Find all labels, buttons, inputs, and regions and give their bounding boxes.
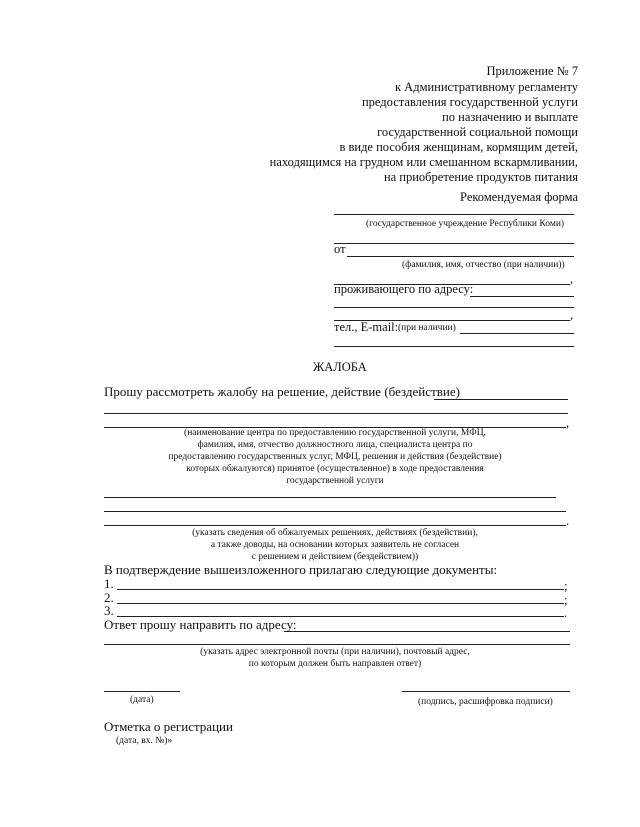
answer-line-1 xyxy=(284,631,570,632)
appendix-line-8: на приобретение продуктов питания xyxy=(383,170,578,184)
details-line-2 xyxy=(104,511,566,512)
details-hint-1: (указать сведения об обжалуемых решениях, действиях (бездействии), xyxy=(192,528,478,538)
appendix-line-3: предоставления государственной услуги xyxy=(361,95,578,109)
document-title: ЖАЛОБА xyxy=(313,360,367,374)
address-hint-1: (указать адрес электронной почты (при наличии), почтовый адрес, xyxy=(200,647,470,657)
request-text: Прошу рассмотреть жалобу на решение, действие (бездействие) xyxy=(104,384,460,399)
tel-hint: (при наличии) xyxy=(398,323,456,333)
date-hint: (дата) xyxy=(130,695,154,705)
item-3-end: . xyxy=(564,605,568,620)
tel-line xyxy=(460,333,574,334)
org-hint-4: которых обжалуются) принятое (осуществленное) в ходе предоставления xyxy=(186,464,484,474)
answer-line-2 xyxy=(104,644,570,645)
request-comma: , xyxy=(566,416,570,430)
attach-label: В подтверждение вышеизложенного прилагаю следующие документы: xyxy=(104,562,498,577)
address-line-2 xyxy=(334,307,574,308)
item-3-number: 3. xyxy=(104,603,114,618)
appendix-line-6: в виде пособия женщинам, кормящим детей, xyxy=(339,140,578,154)
from-label: от xyxy=(334,242,346,256)
details-period: . xyxy=(566,514,570,528)
fio-hint: (фамилия, имя, отчество (при наличии)) xyxy=(402,260,565,270)
registration-hint: (дата, вх. №)» xyxy=(116,736,173,746)
sign-hint: (подпись, расшифровка подписи) xyxy=(418,697,553,707)
address-hint-2: по которым должен быть направлен ответ) xyxy=(248,659,422,669)
appendix-line-5: государственной социальной помощи xyxy=(377,125,578,139)
item-2-line xyxy=(117,603,564,604)
request-line-2 xyxy=(104,413,568,414)
org-hint-2: фамилия, имя, отчество должностного лица, специалиста центра по xyxy=(197,440,473,450)
details-line-1 xyxy=(104,497,556,498)
item-1-number: 1. xyxy=(104,576,114,591)
from-line xyxy=(347,256,574,257)
details-hint-2: а также доводы, на основании которых заявитель не согласен xyxy=(210,540,460,550)
item-1-end: ; xyxy=(564,578,568,593)
item-1-line xyxy=(117,589,564,590)
institution-line xyxy=(334,214,574,215)
sign-line xyxy=(402,691,570,692)
details-hint-3: с решением и действием (бездействием)) xyxy=(251,552,419,562)
tel-line-2 xyxy=(334,346,574,347)
request-line-1 xyxy=(434,399,568,400)
comma-1: , xyxy=(570,272,574,286)
item-2-end: ; xyxy=(564,592,568,607)
item-2-number: 2. xyxy=(104,590,114,605)
institution-line-2 xyxy=(334,243,574,244)
org-hint-5: государственной услуги xyxy=(286,476,384,486)
tel-label: тел., E-mail: xyxy=(334,320,399,334)
comma-2: , xyxy=(570,308,574,322)
registration-label: Отметка о регистрации xyxy=(104,719,233,734)
recommended-form-label: Рекомендуемая форма xyxy=(460,190,578,204)
details-line-3 xyxy=(104,525,566,526)
institution-hint: (государственное учреждение Республики Коми) xyxy=(366,219,565,229)
answer-label: Ответ прошу направить по адресу: xyxy=(104,617,297,632)
appendix-line-7: находящимся на грудном или смешанном вскармливании, xyxy=(269,155,578,169)
date-line xyxy=(104,691,180,692)
residing-line xyxy=(470,296,574,297)
org-hint-1: (наименование центра по предоставлению государственной услуги, МФЦ, xyxy=(184,428,486,438)
appendix-line-4: по назначению и выплате xyxy=(442,110,578,124)
residing-label: проживающего по адресу: xyxy=(334,282,474,296)
org-hint-3: предоставлению государственных услуг, МФЦ, решения и действия (бездействие) xyxy=(168,452,502,462)
appendix-line-2: к Административному регламенту xyxy=(394,80,578,94)
appendix-line-1: Приложение № 7 xyxy=(486,64,578,78)
